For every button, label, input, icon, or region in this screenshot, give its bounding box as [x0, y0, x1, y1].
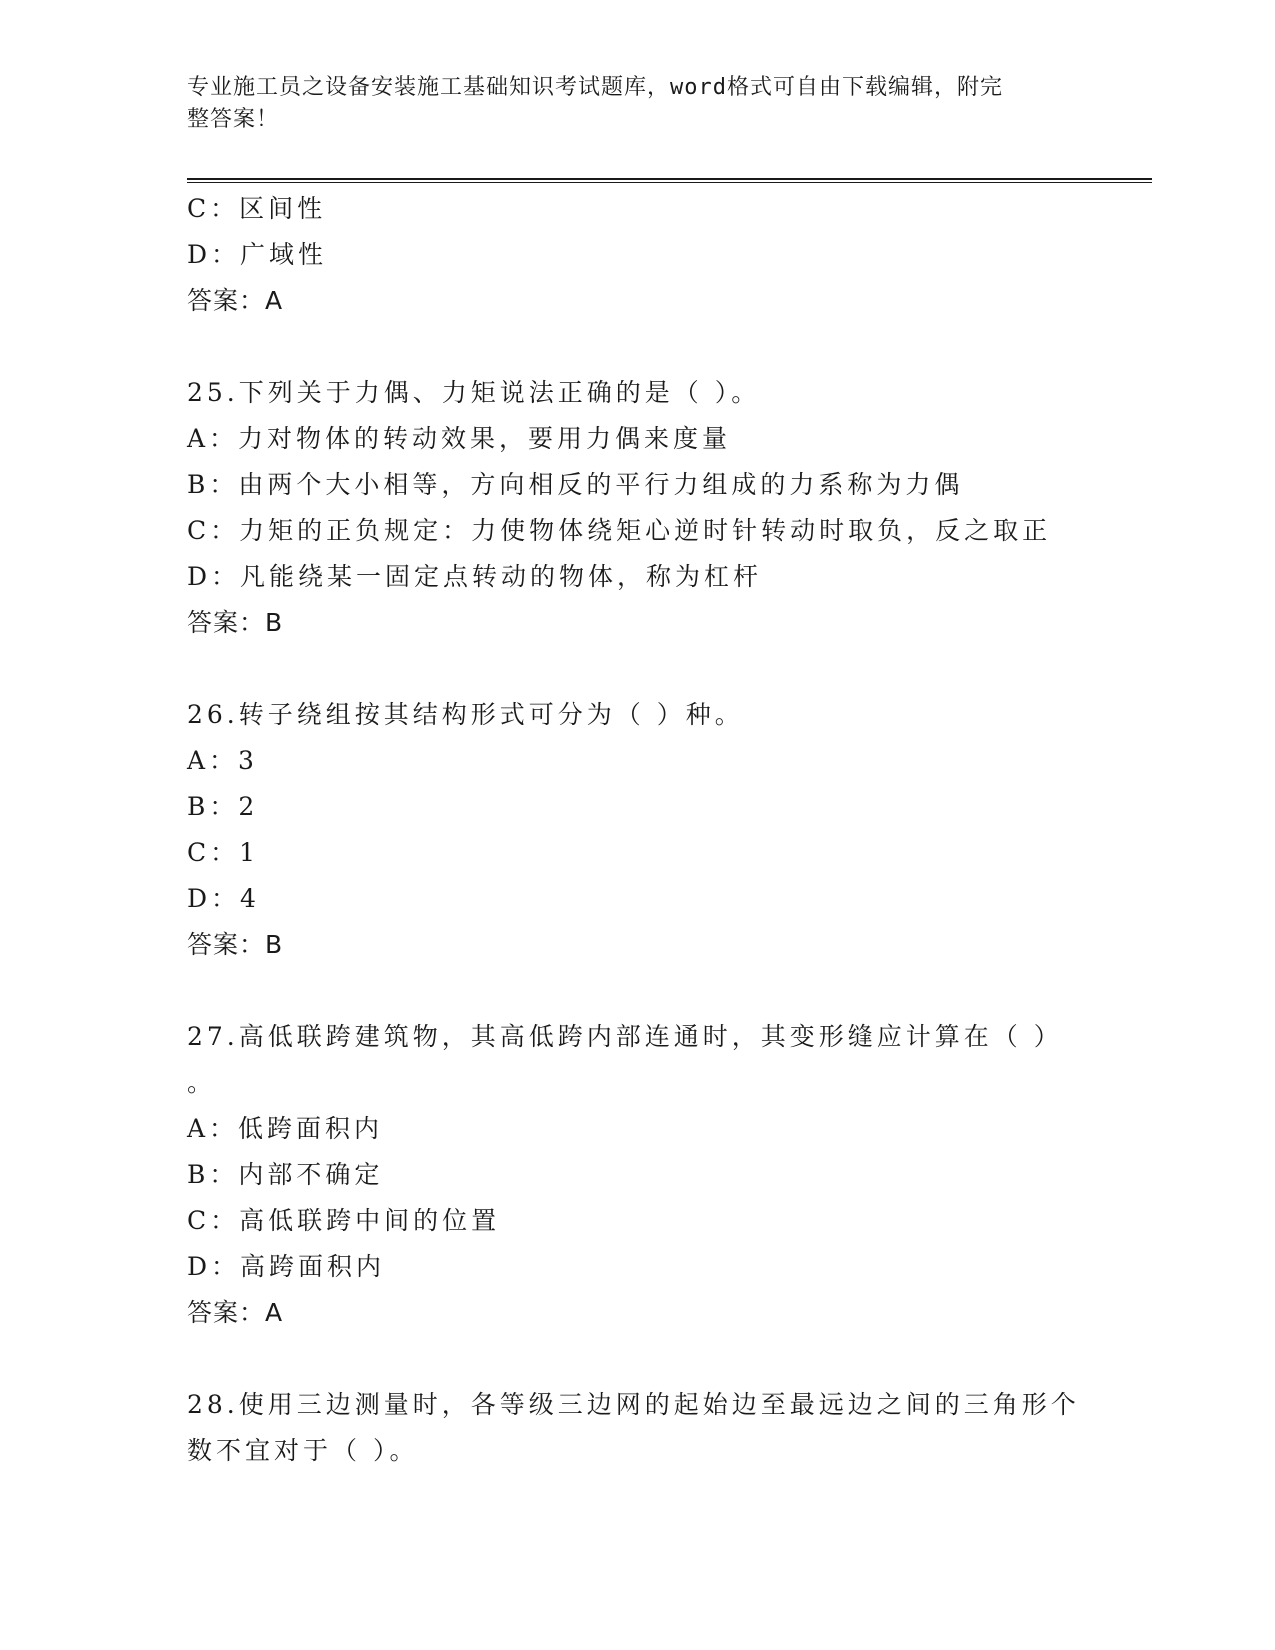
answer-value: A — [265, 1298, 284, 1327]
answer-line — [187, 600, 1067, 646]
option-c: C：1 — [187, 838, 260, 867]
option-a: A：力对物体的转动效果，要用力偶来度量 — [187, 424, 732, 453]
answer-value: A — [265, 286, 284, 315]
question-stem: 26.转子绕组按其结构形式可分为（ ）种。 — [187, 700, 744, 729]
header-line-1: 专业施工员之设备安装施工基础知识考试题库，word格式可自由下载编辑，附完 — [187, 75, 1003, 100]
answer-label: 答案： — [187, 1298, 266, 1327]
answer-line — [187, 1290, 1067, 1336]
spacer — [187, 1336, 1067, 1382]
question-stem-continued: 。 — [187, 1068, 217, 1097]
option-d: D：广域性 — [187, 240, 328, 269]
spacer — [187, 324, 1067, 370]
question-stem: 25.下列关于力偶、力矩说法正确的是（ ）。 — [187, 378, 761, 407]
question-content — [187, 186, 1080, 1474]
header-line-2: 整答案！ — [187, 107, 280, 132]
option-d: D：高跨面积内 — [187, 1252, 386, 1281]
option-b: B：内部不确定 — [187, 1160, 384, 1189]
option-a: A：3 — [187, 746, 258, 775]
document-header — [187, 72, 1067, 136]
option-a: A：低跨面积内 — [187, 1114, 384, 1143]
answer-label: 答案： — [187, 608, 266, 637]
option-b: B：2 — [187, 792, 259, 821]
question-stem: 27.高低联跨建筑物，其高低跨内部连通时，其变形缝应计算在（ ） — [187, 1022, 1063, 1051]
answer-value: B — [265, 930, 284, 959]
option-c: C：高低联跨中间的位置 — [187, 1206, 501, 1235]
option-d: D：4 — [187, 884, 260, 913]
question-stem: 28.使用三边测量时，各等级三边网的起始边至最远边之间的三角形个 — [187, 1390, 1080, 1419]
answer-label: 答案： — [187, 930, 266, 959]
option-b: B：由两个大小相等，方向相反的平行力组成的力系称为力偶 — [187, 470, 964, 499]
answer-line — [187, 922, 1067, 968]
spacer — [187, 646, 1067, 692]
option-c: C：区间性 — [187, 194, 327, 223]
option-c: C：力矩的正负规定：力使物体绕矩心逆时针转动时取负，反之取正 — [187, 516, 1052, 545]
answer-line — [187, 278, 1067, 324]
answer-value: B — [265, 608, 284, 637]
header-divider — [187, 178, 1152, 183]
spacer — [187, 968, 1067, 1014]
question-stem-continued: 数不宜对于（ ）。 — [187, 1436, 419, 1465]
option-d: D：凡能绕某一固定点转动的物体，称为杠杆 — [187, 562, 763, 591]
answer-label: 答案： — [187, 286, 266, 315]
